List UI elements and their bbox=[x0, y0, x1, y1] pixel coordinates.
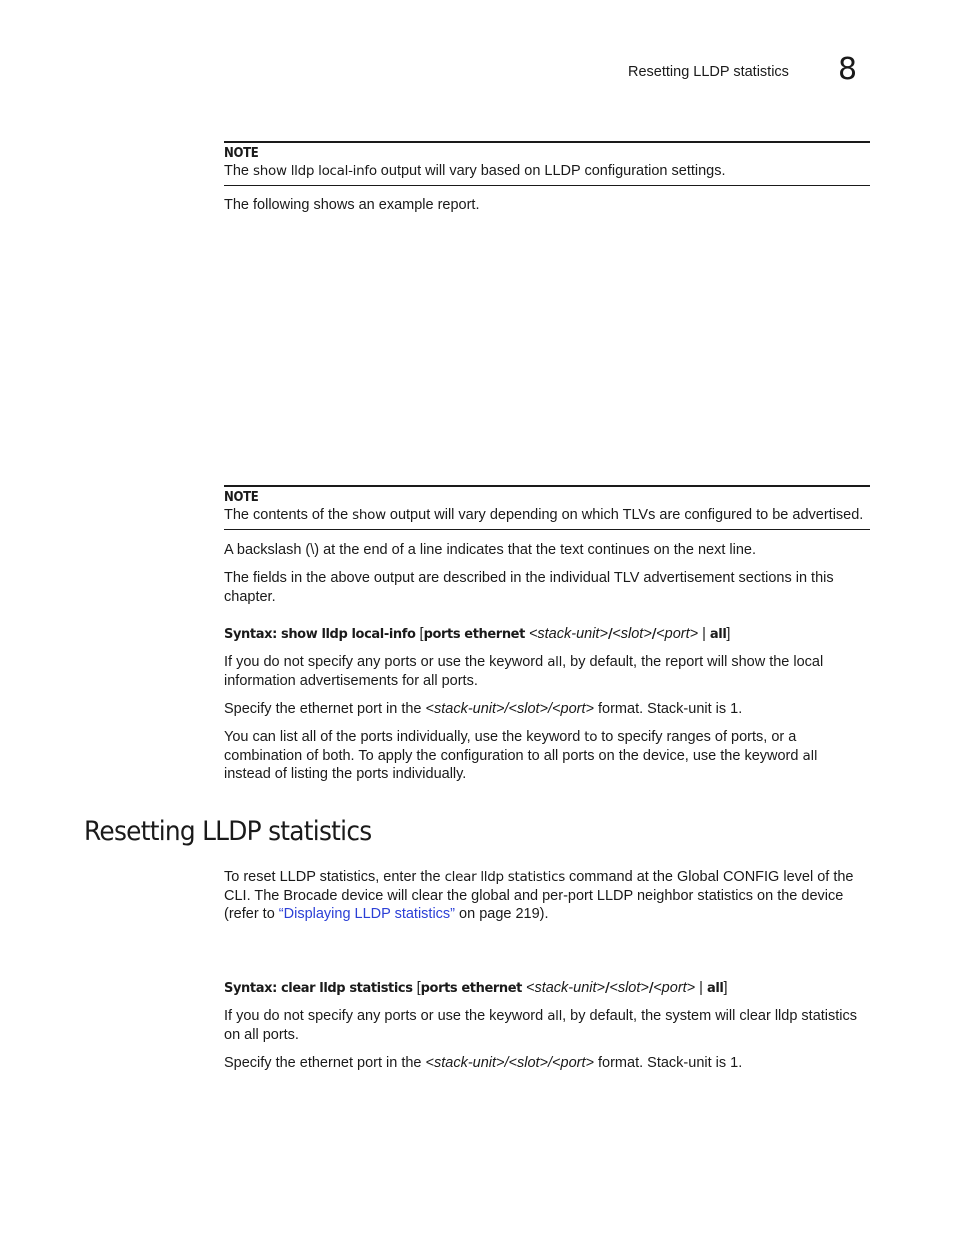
syntax-clear-lldp-statistics: Syntax: clear lldp statistics [ports ethernet <stack-unit>/<slot>/<port> | all] bbox=[224, 980, 728, 996]
note-bottom-rule bbox=[224, 529, 870, 530]
link-displaying-lldp-statistics[interactable]: “Displaying LLDP statistics” bbox=[278, 906, 456, 922]
paragraph-list-ports: You can list all of the ports individually, use the keyword to to specify ranges of ports, or a combination of both. To apply the configuration to all ports on the device, use the keyword all instead of listing the ports individually. bbox=[224, 729, 818, 782]
note-text: The contents of the show output will vary depending on which TLVs are configured to be advertised. bbox=[224, 507, 864, 523]
note-label: NOTE bbox=[224, 490, 259, 505]
paragraph-ports-default: If you do not specify any ports or use the keyword all, by default, the report will show the local information advertisements for all ports. bbox=[224, 654, 824, 689]
paragraph-fields: The fields in the above output are described in the individual TLV advertisement sections in this chapter. bbox=[224, 570, 834, 605]
section-heading: Resetting LLDP statistics bbox=[84, 816, 372, 847]
example-intro: The following shows an example report. bbox=[224, 197, 480, 213]
chapter-number: 8 bbox=[838, 52, 858, 87]
note-text: The show lldp local-info output will vary based on LLDP configuration settings. bbox=[224, 163, 726, 179]
note-label: NOTE bbox=[224, 146, 259, 161]
paragraph-clear-ports-default: If you do not specify any ports or use the keyword all, by default, the system will clear lldp statistics on all ports. bbox=[224, 1008, 858, 1043]
note-top-rule bbox=[224, 485, 870, 487]
paragraph-specify-port: Specify the ethernet port in the <stack-unit>/<slot>/<port> format. Stack-unit is 1. bbox=[224, 701, 743, 717]
paragraph-backslash: A backslash (\) at the end of a line indicates that the text continues on the next line. bbox=[224, 542, 756, 558]
paragraph-specify-port: Specify the ethernet port in the <stack-unit>/<slot>/<port> format. Stack-unit is 1. bbox=[224, 1055, 743, 1071]
running-header-title: Resetting LLDP statistics bbox=[628, 64, 789, 80]
syntax-show-lldp-local-info: Syntax: show lldp local-info [ports ethernet <stack-unit>/<slot>/<port> | all] bbox=[224, 626, 731, 642]
note-bottom-rule bbox=[224, 185, 870, 186]
paragraph-reset-intro: To reset LLDP statistics, enter the clear lldp statistics command at the Global CONFIG level of the CLI. The Brocade device will clear the global and per-port LLDP neighbor statistics on the device (refer to “Displaying LLDP statistics” on page 219). bbox=[224, 869, 854, 922]
note-top-rule bbox=[224, 141, 870, 143]
